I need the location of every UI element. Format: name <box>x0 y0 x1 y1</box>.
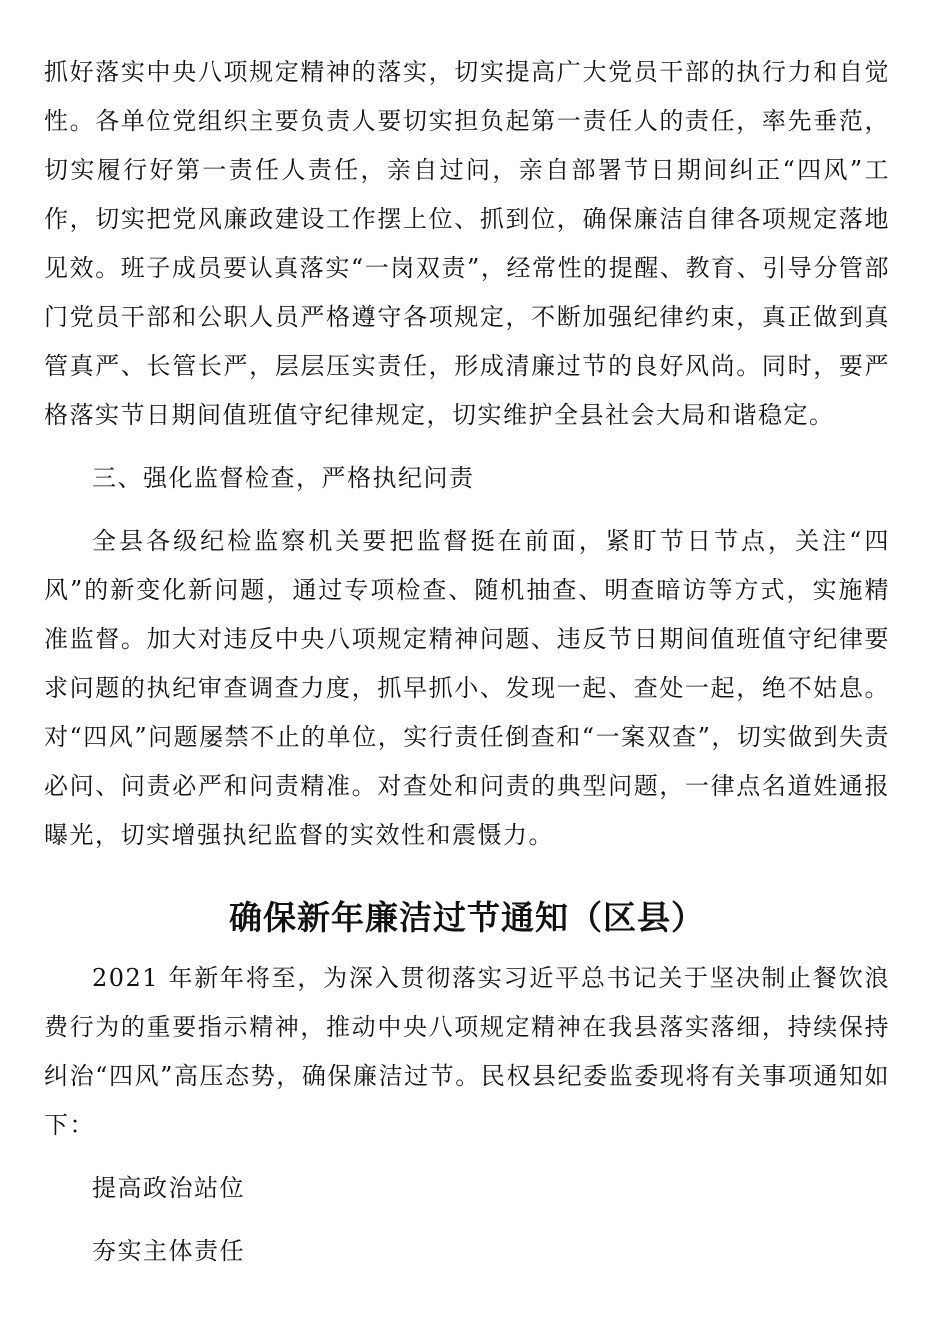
body-paragraph: 抓好落实中央八项规定精神的落实，切实提高广大党员干部的执行力和自觉性。各单位党组织主要负责人要切实担负起第一责任人的责任，率先垂范，切实履行好第一责任人责任，亲自过问，亲自部署节日期间纠正“四风”工作，切实把党风廉政建设工作摆上位、抓到位，确保廉洁自律各项规定落地见效。班子成员要认真落实“一岗双责”，经常性的提醒、教育、引导分管部门党员干部和公职人员严格遵守各项规定，不断加强纪律约束，真正做到真管真严、长管长严，层层压实责任，形成清廉过节的良好风尚。同时，要严格落实节日期间值班值守纪律规定，切实维护全县社会大局和谐稳定。 <box>44 58 890 429</box>
list-item: 夯实主体责任 <box>92 1237 245 1265</box>
section-heading: 三、强化监督检查，严格执纪问责 <box>92 464 475 492</box>
notice-intro-paragraph: 2021 年新年将至，为深入贯彻落实习近平总书记关于坚决制止餐饮浪费行为的重要指示精神，推动中央八项规定精神在我县落实落细，持续保持纠治“四风”高压态势，确保廉洁过节。民权县纪委监委现将有关事项通知如下： <box>44 964 890 1139</box>
body-paragraph: 全县各级纪检监察机关要把监督挺在前面，紧盯节日节点，关注“四风”的新变化新问题，通过专项检查、随机抽查、明查暗访等方式，实施精准监督。加大对违反中央八项规定精神问题、违反节日期间值班值守纪律要求问题的执纪审查调查力度，抓早抓小、发现一起、查处一起，绝不姑息。对“四风”问题屡禁不止的单位，实行责任倒查和“一案双查”，切实做到失责必问、问责必严和问责精准。对查处和问责的典型问题，一律点名道姓通报曝光，切实增强执纪监督的实效性和震慑力。 <box>44 527 890 849</box>
notice-title: 确保新年廉洁过节通知（区县） <box>229 898 705 937</box>
document-page <box>44 48 890 1276</box>
list-item: 提高政治站位 <box>92 1174 245 1202</box>
